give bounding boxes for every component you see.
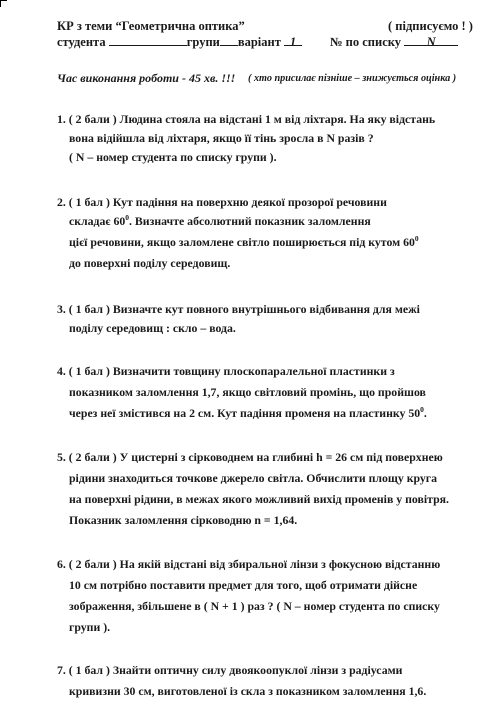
task-7-line-2: кривизни 30 см, виготовленої із скла з показником заломлення 1,6. [69, 684, 427, 698]
list-number-label: № по списку [330, 35, 402, 49]
scan-corner-mark [0, 0, 7, 7]
task-4-line-2: показником заломлення 1,7, якщо світловий промінь, що пройшов [69, 385, 426, 399]
task-4-line-3: через неї змістився на 2 см. Кут падіння променя на пластинку $50^0$. [69, 405, 427, 420]
task-1-line-2: вона відійшла від ліхтаря, якщо її тінь зросла в N разів ? [69, 131, 374, 145]
group-blank [220, 35, 238, 46]
task-5-line-2: рідини знаходиться точкове джерело світла. Обчислити площу круга [69, 471, 438, 485]
task-1-line-3: ( N – номер студента по списку групи ). [69, 150, 277, 164]
worksheet-title: КР з теми “Геометрична оптика” [57, 19, 245, 33]
late-note: ( хто присилає пізніше – знижується оцінка ) [248, 73, 457, 84]
group-label: групи [186, 35, 220, 49]
task-6-line-2: 10 см потрібно поставити предмет для того, щоб отримати дійсне [69, 578, 418, 592]
task-3-line-2: поділу середовищ : скло – вода. [69, 321, 236, 335]
task-3-line-1: 3. ( 1 бал ) Визначте кут повного внутрішнього відбивання для межі [57, 302, 420, 316]
variant-label: варіант [237, 35, 281, 49]
list-number-value: N [404, 35, 458, 46]
task-2-line-1: 2. ( 1 бал ) Кут падіння на поверхню деякої прозорої речовини [57, 195, 387, 209]
task-1-line-1: 1. ( 2 бали ) Людина стояла на відстані 1 м від ліхтаря. На яку відстань [57, 112, 436, 126]
task-7-line-1: 7. ( 1 бал ) Знайти оптичну силу двоякоопуклої лінзи з радіусами [57, 663, 403, 677]
student-name-blank [109, 35, 187, 46]
variant-value: 1 [284, 35, 302, 46]
task-6-line-1: 6. ( 2 бали ) На якій відстані від збиральної лінзи з фокусною відстанню [57, 557, 441, 571]
task-6-line-4: групи ). [69, 620, 111, 634]
task-5-line-4: Показник заломлення сірководню n = 1,64. [69, 513, 298, 527]
task-4-line-1: 4. ( 1 бал ) Визначити товщину плоскопаралельної пластинки з [57, 364, 395, 378]
student-info-line [57, 35, 302, 49]
task-5-line-3: на поверхні рідини, в межах якого можливий вихід променів у повітря. [69, 492, 450, 506]
task-2-line-2: складає $60^0$. Визначте абсолютний показник заломлення [69, 213, 371, 228]
task-5-line-1: 5. ( 2 бали ) У цистерні з сірководнем на глибині h = 26 см під поверхнею [57, 450, 443, 464]
task-2-line-4: до поверхні поділу середовищ. [69, 256, 231, 270]
time-note: Час виконання роботи - 45 хв. !!! [57, 71, 236, 85]
student-label: студента [57, 35, 106, 49]
list-number-line [330, 35, 458, 49]
sign-note: ( підписуємо ! ) [388, 19, 473, 33]
task-6-line-3: зображення, збільшене в ( N + 1 ) раз ? ( N – номер студента по списку [69, 599, 440, 613]
task-2-line-3: цієї речовини, якщо заломлене світло поширюється під кутом $60^0$ [69, 234, 419, 249]
